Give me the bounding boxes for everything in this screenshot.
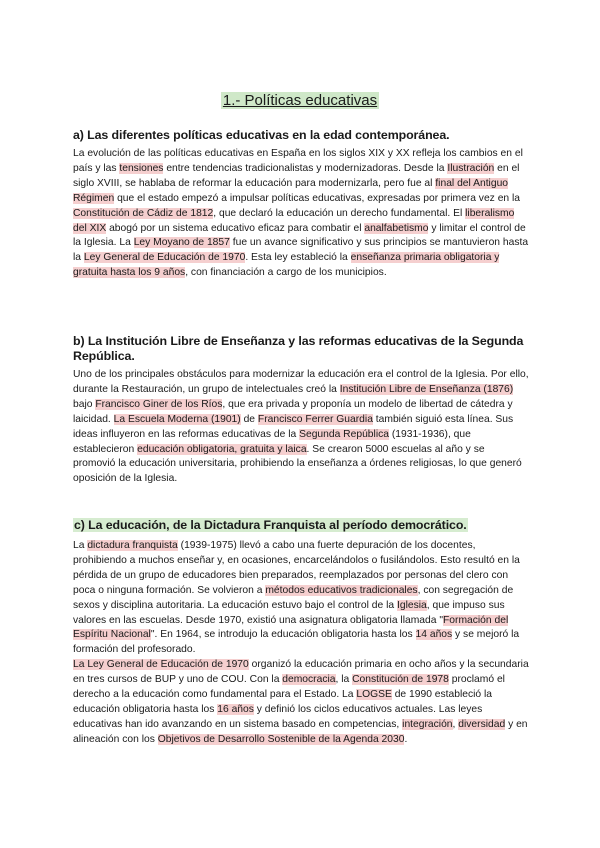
section-b-heading: b) La Institución Libre de Enseñanza y las reformas educativas de la Segunda República. <box>73 334 524 363</box>
section-c <box>73 517 529 748</box>
section-a-heading: a) Las diferentes políticas educativas en la edad contemporánea. <box>73 128 450 142</box>
highlighted-text: analfabetismo <box>364 222 429 234</box>
section-a <box>73 128 529 281</box>
highlighted-text: Ley General de Educación de 1970 <box>83 252 246 264</box>
paragraph <box>73 147 529 281</box>
highlighted-text: La Ley General de Educación de 1970 <box>73 659 249 671</box>
highlighted-text: Francisco Giner de los Ríos <box>95 398 223 410</box>
section-a-body <box>73 147 529 281</box>
text-run: de 1990 estableció la educación obligatoria hasta los <box>73 689 493 715</box>
highlighted-text: Ley Moyano de 1857 <box>133 237 230 249</box>
section-b <box>73 334 529 487</box>
highlighted-text: Institución Libre de Enseñanza (1876) <box>339 383 514 395</box>
text-run: entre tendencias tradicionalistas y modernizadoras. Desde la <box>163 162 448 174</box>
paragraph <box>73 539 529 658</box>
text-run: también siguió esta línea. Sus ideas influyeron en las reformas educativas de la <box>73 413 514 440</box>
highlighted-text: Ilustración <box>447 162 495 174</box>
highlighted-text: La Escuela Moderna (1901) <box>113 413 241 425</box>
highlighted-text: liberalismo del XIX <box>73 207 515 234</box>
highlighted-text: Objetivos de Desarrollo Sostenible de la Agenda 2030 <box>157 733 405 745</box>
highlighted-text: 14 años <box>415 629 453 641</box>
text-run: , con financiación a cargo de los municipios. <box>185 267 387 279</box>
text-run: Uno de los principales obstáculos para modernizar la educación era el control de la Iglesia. Por ello, durante la Restauración, un grupo de intelectuales creó la <box>73 369 529 395</box>
section-b-body <box>73 368 529 487</box>
highlighted-text: final del Antiguo Régimen <box>73 177 509 204</box>
paragraph <box>73 368 529 487</box>
highlighted-text: enseñanza primaria obligatoria y gratuita hasta los 9 años <box>73 252 500 279</box>
text-run: y definió los ciclos educativos actuales. Las leyes educativas han ido avanzando en un sistema basado en competencias, <box>73 703 483 730</box>
highlighted-text: democracia <box>282 674 336 686</box>
text-run: ". En 1964, se introdujo la educación obligatoria hasta los <box>150 629 416 641</box>
text-run: La <box>73 540 88 551</box>
highlighted-text: 16 años <box>217 703 254 715</box>
highlighted-text: diversidad <box>458 718 506 730</box>
text-run: . Esta ley estableció la <box>245 252 351 264</box>
text-run: (1939-1975) llevó a cabo una fuerte depuración de los docentes, prohibiendo a muchos enseñar y, en ocasiones, encarcelándolos o fusilándolos. Esto resultó en la pérdida de un grupo de educadores bien preparados, reemplazados por personas del clero con poca o ninguna formación. Se volvieron a <box>73 540 520 596</box>
text-run: organizó la educación primaria en ocho años y la secundaria en tres cursos de BUP y uno de COU. Con la <box>73 659 529 686</box>
page-title <box>0 92 600 110</box>
text-run: y se mejoró la formación del profesorado. <box>73 629 520 656</box>
text-run: , la <box>335 674 353 686</box>
highlighted-text: Formación del Espíritu Nacional <box>73 614 509 641</box>
text-run: bajo <box>73 398 96 410</box>
highlighted-text: integración <box>402 718 453 730</box>
text-run: de <box>240 413 258 425</box>
page-title-text: 1.- Políticas educativas <box>222 92 378 109</box>
highlighted-text: Constitución de 1978 <box>352 674 449 686</box>
text-run: en el siglo XVIII, se hablaba de reformar la educación para modernizarla, pero fue al <box>73 162 520 189</box>
text-run: . <box>404 733 408 745</box>
text-run: , que declaró la educación un derecho fundamental. El <box>213 207 466 219</box>
text-run: abogó por un sistema educativo eficaz para combatir el <box>106 222 365 234</box>
highlighted-text: tensiones <box>119 162 164 174</box>
text-run: y en alineación con los <box>73 718 528 745</box>
text-run: , <box>452 718 459 730</box>
text-run: (1931-1936), que establecieron <box>73 428 471 455</box>
highlighted-text: Segunda República <box>299 428 389 440</box>
highlighted-text: educación obligatoria, gratuita y laica <box>137 443 307 455</box>
text-run: proclamó el derecho a la educación como fundamental para el Estado. La <box>73 674 505 701</box>
text-run: . Se crearon 5000 escuelas al año y se promovió la educación universitaria, prohibiendo la enseñanza a órdenes religiosas, lo que generó oposición de la Iglesia. <box>73 443 522 485</box>
highlighted-text: LOGSE <box>356 689 392 701</box>
section-c-body <box>73 539 529 748</box>
text-run: , con segregación de sexos y disciplina autoritaria. La educación estuvo bajo el control de la <box>73 584 514 611</box>
highlighted-text: Constitución de Cádiz de 1812 <box>73 207 214 219</box>
text-run: que el estado empezó a impulsar políticas educativas, expresadas por primera vez en la <box>114 192 521 204</box>
text-run: y limitar el control de la Iglesia. La <box>73 222 526 249</box>
paragraph <box>73 658 529 747</box>
section-c-heading: c) La educación, de la Dictadura Franquista al período democrático. <box>74 518 467 532</box>
text-run: fue un avance significativo y sus principios se mantuvieron hasta la <box>73 237 529 264</box>
highlighted-text: Iglesia <box>396 599 427 611</box>
highlighted-text: dictadura franquista <box>87 540 178 551</box>
highlighted-text: métodos educativos tradicionales <box>265 584 418 596</box>
text-run: , que impuso sus valores en las escuelas. Desde 1970, existió una asignatura obligatoria llamada " <box>73 599 505 626</box>
highlighted-text: Francisco Ferrer Guardia <box>257 413 373 425</box>
text-run: , que era privada y proponía un modelo de libertad de cátedra y laicidad. <box>73 398 513 425</box>
text-run: La evolución de las políticas educativas en España en los siglos XIX y XX refleja los cambios en el país y las <box>73 148 523 174</box>
